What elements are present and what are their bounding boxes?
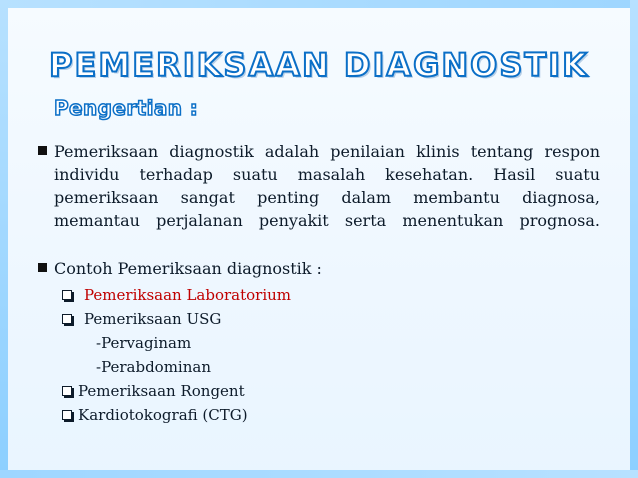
slide-title: PEMERIKSAAN DIAGNOSTIK xyxy=(49,46,589,84)
examples-bullet xyxy=(32,257,600,280)
checkbox-bullet-icon xyxy=(62,386,72,396)
slide-border-bottom xyxy=(0,470,638,478)
content xyxy=(32,140,600,427)
subtitle: Pengertian : xyxy=(54,96,199,120)
checkbox-bullet-icon xyxy=(62,410,72,420)
definition-paragraph: Pemeriksaan diagnostik adalah penilaian klinis tentang respon individu terhadap suatu masalah kesehatan. Hasil suatu pemeriksaan sangat penting dalam membantu diagnosa, memantau perjalanan penyakit serta menentukan prognosa. xyxy=(54,142,600,230)
square-bullet-icon xyxy=(38,146,47,155)
item-label: Pemeriksaan Rongent xyxy=(78,382,245,400)
item-label: Kardiotokografi (CTG) xyxy=(78,406,248,424)
checkbox-bullet-icon xyxy=(62,314,72,324)
list-item xyxy=(32,307,600,331)
checkbox-bullet-icon xyxy=(62,290,72,300)
usg-subitem: -Pervaginam xyxy=(96,334,192,352)
list-item xyxy=(32,283,600,307)
square-bullet-icon xyxy=(38,263,47,272)
list-item xyxy=(32,379,600,403)
list-item xyxy=(32,403,600,427)
examples-list xyxy=(32,283,600,427)
slide-border-top xyxy=(0,0,638,8)
item-label: Pemeriksaan Laboratorium xyxy=(84,286,292,304)
definition-bullet xyxy=(32,140,600,255)
usg-subitem: -Perabdominan xyxy=(96,358,211,376)
item-label: Pemeriksaan USG xyxy=(84,310,222,328)
examples-heading: Contoh Pemeriksaan diagnostik : xyxy=(54,259,322,278)
